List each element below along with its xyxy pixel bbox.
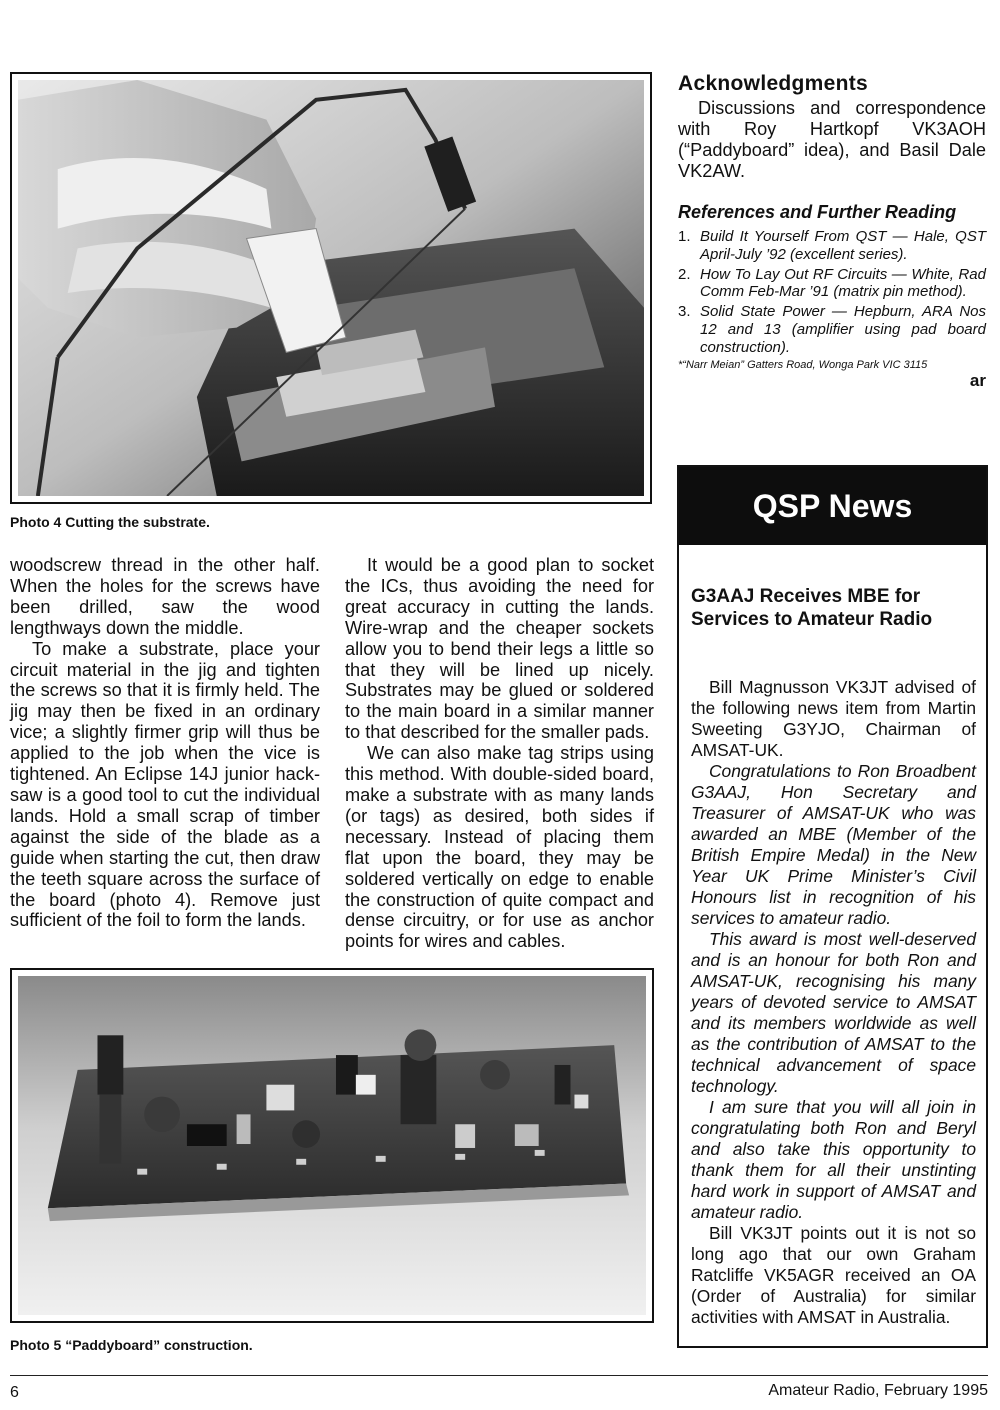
- body-column-2: [345, 555, 654, 952]
- author-address: *“Narr Meian” Gatters Road, Wonga Park VIC 3115: [678, 358, 928, 371]
- photo-4: [10, 72, 652, 504]
- reference-item: 1. Build It Yourself From QST — Hale, QST April-July ’92 (excellent series).: [678, 228, 986, 263]
- body-paragraph: To make a substrate, place your circuit material in the jig and tighten the screws so that it is firmly held. The jig may then be fixed in an ordinary vice; a slightly firmer grip will thus be applied to the job when the vice is tightened. An Eclipse 14J junior hack-saw is a good tool to cut the individual lands. Hold a small scrap of timber against the side of the blade as a guide when starting the cut, then draw the teeth square across the surface of the board (photo 4). Remove just sufficient of the foil to form the lands.: [10, 638, 320, 931]
- page-number: 6: [10, 1384, 19, 1401]
- acknowledgments-section: [678, 72, 986, 182]
- qsp-paragraph: Bill Magnusson VK3JT advised of the following news item from Martin Sweeting G3YJO, Chairman of AMSAT-UK.: [691, 677, 976, 760]
- photo-4-caption: Photo 4 Cutting the substrate.: [10, 514, 210, 530]
- body-column-1: [10, 555, 320, 931]
- qsp-paragraph: This award is most well-deserved and is an honour for both Ron and AMSAT-UK, recognising his many years of devoted service to AMSAT and its members worldwide as well as the contribution of AMSAT to the technical advancement of space technology.: [691, 929, 976, 1096]
- end-mark: ar: [969, 370, 986, 390]
- photo-5-caption: Photo 5 “Paddyboard” construction.: [10, 1337, 253, 1353]
- reference-item: 2. How To Lay Out RF Circuits — White, Rad Comm Feb-Mar ’91 (matrix pin method).: [678, 265, 986, 301]
- body-paragraph: woodscrew thread in the other half. When the holes for the screws have been drilled, saw the wood lengthways down the middle.: [10, 555, 320, 638]
- photo-4-image: [18, 80, 644, 496]
- qsp-news-box: [677, 465, 988, 1348]
- references-section: [678, 202, 986, 391]
- reference-item: 3. Solid State Power — Hepburn, ARA Nos 12 and 13 (amplifier using pad board construction).: [678, 303, 986, 356]
- qsp-article-body: [691, 677, 976, 1328]
- acknowledgments-text: Discussions and correspondence with Roy Hartkopf VK3AOH (“Paddyboard” idea), and Basil Dale VK2AW.: [678, 98, 986, 181]
- qsp-paragraph: I am sure that you will all join in congratulating both Ron and Beryl and also take this opportunity to thank them for all their unstinting hard work in support of AMSAT and amateur radio.: [691, 1097, 976, 1222]
- qsp-paragraph: Congratulations to Ron Broadbent G3AAJ, Hon Secretary and Treasurer of AMSAT-UK who was awarded an MBE (Member of the British Empire Medal) in the New Year UK Prime Minister’s Civil Honours list in recognition of his services to amateur radio.: [691, 761, 976, 928]
- photo-5: [10, 968, 654, 1323]
- acknowledgments-heading: Acknowledgments: [678, 72, 869, 95]
- body-paragraph: We can also make tag strips using this method. With double-sided board, make a substrate with as many lands (or tags) as desired, both sides if necessary. Instead of placing them flat upon the board, they may be soldered vertically on edge to enable the construction of quite compact and dense circuitry, or for use as anchor points for wires and cables.: [345, 743, 654, 952]
- footer-rule: [10, 1375, 988, 1376]
- references-list: [678, 228, 986, 357]
- publication-name: Amateur Radio, February 1995: [768, 1382, 988, 1399]
- references-heading: References and Further Reading: [678, 202, 957, 222]
- qsp-headline: G3AAJ Receives MBE for Services to Amateur Radio: [691, 586, 933, 630]
- body-paragraph: It would be a good plan to socket the ICs, thus avoiding the need for great accuracy in cutting the lands. Wire-wrap and the cheaper sockets allow you to bend their legs a little so that they will be lined up nicely. Substrates may be glued or soldered to the main board in a similar manner to that described for the smaller pads.: [345, 555, 654, 743]
- qsp-news-title: QSP News: [679, 467, 986, 545]
- qsp-paragraph: Bill VK3JT points out it is not so long ago that our own Graham Ratcliffe VK5AGR received an OA (Order of Australia) for similar activities with AMSAT in Australia.: [691, 1223, 976, 1327]
- photo-5-image: [18, 976, 646, 1315]
